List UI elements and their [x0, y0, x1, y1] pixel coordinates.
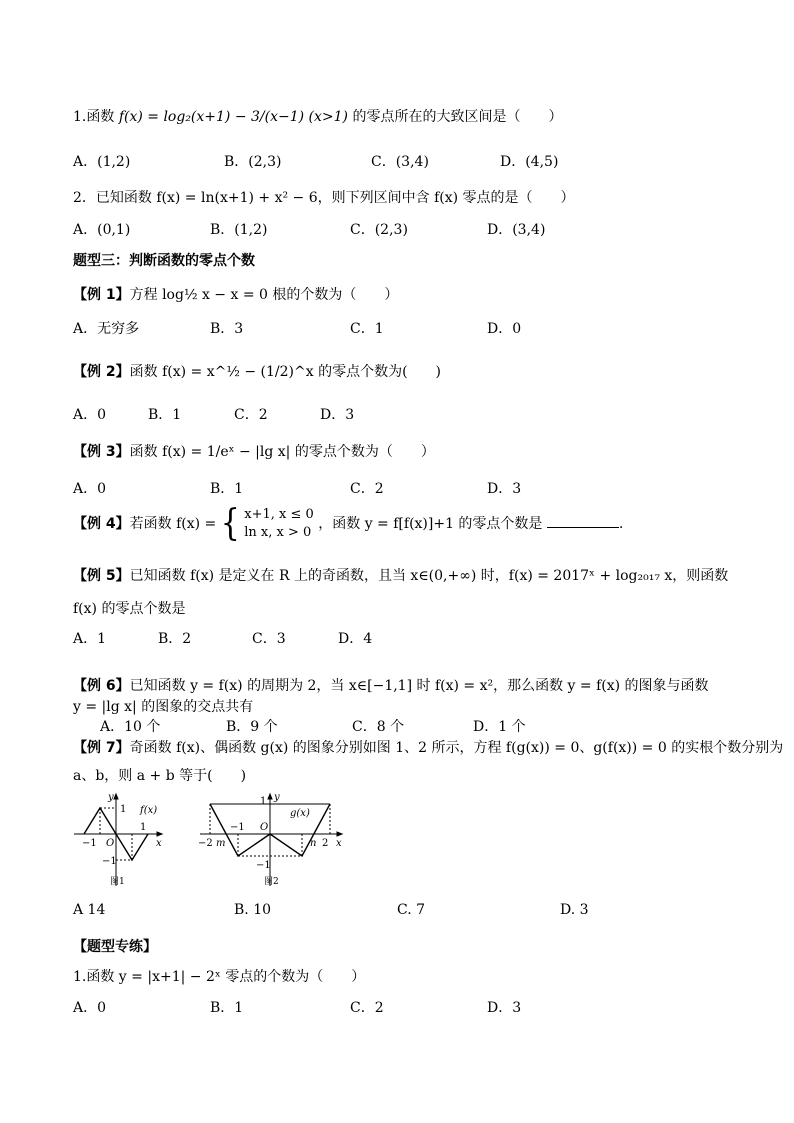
fig1-one-label: 1	[120, 804, 127, 815]
fig1-neg1x-label: −1	[82, 838, 97, 849]
practice-title: 【题型专练】	[73, 939, 157, 955]
ex7-label: 【例 7】	[73, 740, 130, 756]
fig2-o-label: O	[260, 822, 269, 833]
ex6-option-b[interactable]: B．9 个	[226, 719, 278, 735]
fig2-n-label: n	[310, 838, 317, 849]
q1-prefix: 1.函数	[73, 109, 115, 125]
ex2-stem	[73, 361, 441, 381]
ex2-option-b[interactable]: B．1	[148, 407, 182, 423]
ex4-suffix: ，函数 y = f[f(x)]+1 的零点个数是	[318, 516, 543, 532]
q1-suffix: 的零点所在的大致区间是（ ）	[352, 109, 563, 125]
p1-option-a[interactable]: A．0	[73, 1000, 107, 1016]
ex1-label: 【例 1】	[73, 287, 130, 303]
fig2-neg1y-label: −1	[256, 860, 271, 871]
ex2-label: 【例 2】	[73, 364, 130, 380]
ex5-label: 【例 5】	[73, 568, 130, 584]
fig1-neg1y-label: −1	[102, 856, 117, 867]
ex3-option-b[interactable]: B．1	[210, 481, 244, 497]
answer-blank[interactable]	[547, 513, 619, 528]
q1-option-a[interactable]: A．(1,2)	[73, 154, 131, 170]
ex2-option-d[interactable]: D．3	[320, 407, 355, 423]
ex7-option-a[interactable]: A 14	[73, 902, 106, 918]
ex2-option-c[interactable]: C．2	[234, 407, 268, 423]
q2-option-b[interactable]: B．(1,2)	[210, 222, 268, 238]
ex7-option-c[interactable]: C. 7	[397, 902, 426, 918]
ex7-option-d[interactable]: D. 3	[560, 902, 589, 918]
ex5-line1	[73, 565, 728, 585]
fig2-gx-label: g(x)	[290, 808, 310, 819]
ex4-piece2: ln x, x > 0	[244, 525, 312, 540]
ex2-option-a[interactable]: A．0	[73, 407, 107, 423]
ex1-text: 方程 log½ x − x = 0 根的个数为（ ）	[129, 287, 399, 303]
fig1-fx-label: f(x)	[140, 805, 158, 816]
p1-option-d[interactable]: D．3	[487, 1000, 522, 1016]
ex6-option-c[interactable]: C．8 个	[352, 719, 405, 735]
p1-option-c[interactable]: C．2	[350, 1000, 384, 1016]
ex6-option-d[interactable]: D．1 个	[473, 719, 526, 735]
fig1-onex-label: 1	[140, 822, 147, 833]
ex5-line2: f(x) 的零点个数是	[73, 601, 186, 617]
q2-stem: 2．已知函数 f(x) = ln(x+1) + x² − 6，则下列区间中含 f(x) 零点的是（ ）	[73, 190, 575, 206]
ex6-text1: 已知函数 y = f(x) 的周期为 2，当 x∈[−1,1] 时 f(x) = x²，那么函数 y = f(x) 的图象与函数	[129, 678, 709, 694]
q1-formula: f(x) = log₂(x+1) − 3/(x−1) (x>1)	[118, 109, 349, 125]
ex1-stem	[73, 284, 398, 304]
fig2-x-label: x	[336, 838, 342, 849]
q1-option-c[interactable]: C．(3,4)	[371, 154, 429, 170]
brace-symbol: {	[220, 502, 240, 545]
fig2-caption: 图2	[264, 877, 279, 887]
q1-option-d[interactable]: D．(4,5)	[500, 154, 559, 170]
figure-1	[70, 790, 170, 892]
figure-2	[196, 790, 346, 892]
ex5-option-d[interactable]: D．4	[338, 631, 373, 647]
ex5-option-b[interactable]: B．2	[158, 631, 192, 647]
ex1-option-c[interactable]: C．1	[350, 321, 384, 337]
ex5-option-a[interactable]: A．1	[73, 631, 107, 647]
ex4-prefix: 若函数 f(x) =	[129, 516, 217, 532]
p1-stem: 1.函数 y = |x+1| − 2ˣ 零点的个数为（ ）	[73, 969, 366, 985]
fig2-m-label: m	[216, 838, 226, 849]
fig2-one-label: 1	[260, 796, 267, 807]
fig1-y-arrow	[114, 794, 118, 799]
fig1-y-label: y	[108, 792, 114, 803]
ex3-option-c[interactable]: C．2	[350, 481, 384, 497]
fig2-y-arrow	[268, 794, 272, 799]
ex1-option-a[interactable]: A．无穷多	[73, 321, 140, 337]
ex3-label: 【例 3】	[73, 444, 130, 460]
ex7-text1: 奇函数 f(x)、偶函数 g(x) 的图象分别如图 1、2 所示，方程 f(g(x)) = 0、g(f(x)) = 0 的实根个数分别为	[129, 740, 784, 756]
ex6-line1	[73, 675, 709, 695]
ex5-text1: 已知函数 f(x) 是定义在 R 上的奇函数，且当 x∈(0,+∞) 时，f(x) = 2017ˣ + log₂₀₁₇ x，则函数	[129, 568, 729, 584]
q2-option-a[interactable]: A．(0,1)	[73, 222, 131, 238]
ex3-option-d[interactable]: D．3	[487, 481, 522, 497]
fig1-x-label: x	[156, 838, 162, 849]
fig2-neg2-label: −2	[198, 838, 213, 849]
ex3-stem	[73, 441, 435, 461]
fig2-x-arrow	[337, 832, 342, 836]
fig2-two-label: 2	[322, 838, 329, 849]
q1-option-b[interactable]: B．(2,3)	[224, 154, 282, 170]
ex3-text: 函数 f(x) = 1/eˣ − |lg x| 的零点个数为（ ）	[129, 444, 435, 460]
p1-option-b[interactable]: B．1	[210, 1000, 244, 1016]
ex7-option-b[interactable]: B. 10	[234, 902, 272, 918]
section-title: 题型三：判断函数的零点个数	[73, 253, 255, 269]
ex3-option-a[interactable]: A．0	[73, 481, 107, 497]
ex4-piecewise	[244, 506, 314, 542]
q2-option-c[interactable]: C．(2,3)	[350, 222, 408, 238]
q1-stem	[73, 106, 562, 126]
ex1-option-d[interactable]: D．0	[487, 321, 522, 337]
ex7-line1	[73, 737, 783, 757]
ex7-line2: a、b，则 a + b 等于( )	[73, 768, 247, 784]
fig1-x-arrow	[157, 832, 162, 836]
fig1-caption: 图1	[110, 877, 125, 887]
fig2-y-label: y	[274, 792, 280, 803]
ex6-label: 【例 6】	[73, 678, 130, 694]
ex5-option-c[interactable]: C．3	[252, 631, 286, 647]
ex1-option-b[interactable]: B．3	[210, 321, 244, 337]
q2-option-d[interactable]: D．(3,4)	[487, 222, 546, 238]
ex4-label: 【例 4】	[73, 516, 130, 532]
ex2-text: 函数 f(x) = x^½ − (1/2)^x 的零点个数为( )	[129, 364, 441, 380]
ex6-line2: y = |lg x| 的图象的交点共有	[73, 699, 254, 715]
ex6-option-a[interactable]: A．10 个	[100, 719, 161, 735]
ex4-stem: 【例 4】若函数 f(x) = { x+1, x ≤ 0 ln x, x > 0 ，函数 y = f[f(x)]+1 的零点个数是 .	[73, 502, 624, 545]
ex4-piece1: x+1, x ≤ 0	[244, 507, 314, 522]
fig1-o-label: O	[106, 838, 115, 849]
fig2-neg1-label: −1	[230, 822, 245, 833]
